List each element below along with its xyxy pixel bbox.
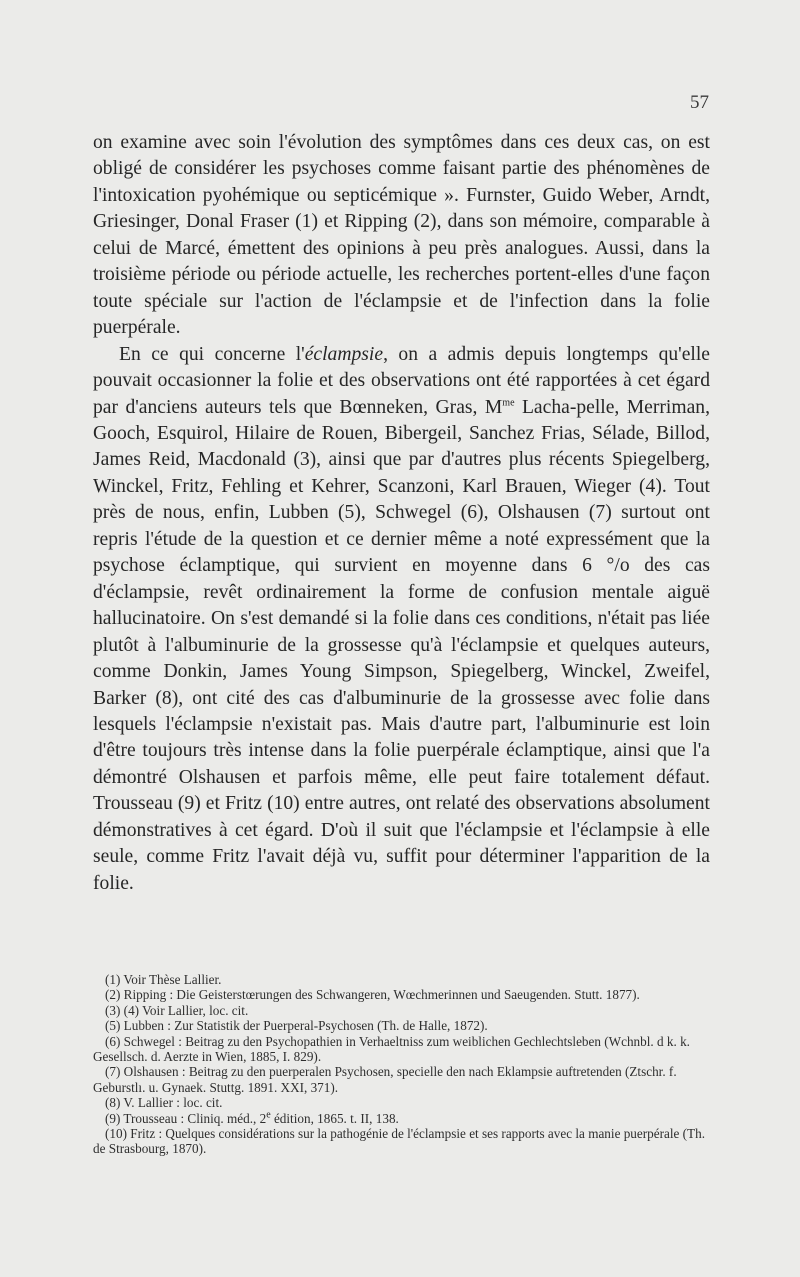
footnote-9-superscript: e xyxy=(266,1109,271,1121)
footnotes xyxy=(93,972,710,1157)
paragraph-2-part-a: pouvait occasionner la folie et des observations ont été rapportées à cet égard par d'anciens auteurs tels que Bœnneken, Gras, M xyxy=(93,370,710,418)
footnote-10: (10) Fritz : Quelques considérations sur la pathogénie de l'éclampsie et ses rapports avec la manie puerpérale (Th. de Strasbourg, 1870). xyxy=(93,1126,705,1157)
footnote-9 xyxy=(93,1111,710,1126)
footnote-8: (8) V. Lallier : loc. cit. xyxy=(105,1095,223,1111)
paragraph-1: on examine avec soin l'évolution des symptômes dans ces deux cas, on est obligé de considérer les psychoses comme faisant partie des phénomènes de l'intoxication pyohémique ou septicémique ». Furnster, Guido Weber, Arndt, Griesinger, Donal Fraser (1) et Ripping (2), dans son mémoire, comparable à celui de Marcé, émettent des opinions à peu près analogues. Aussi, dans la troisième période ou période actuelle, les recherches portent-elles d'une façon toute spéciale sur l'action de l'éclampsie et de l'infection dans la folie puerpérale. xyxy=(93,132,710,339)
paragraph-2-start: En ce qui concerne l' xyxy=(119,343,305,365)
footnote-9-end: édition, 1865. t. II, 138. xyxy=(270,1110,399,1126)
mme-superscript: me xyxy=(502,397,515,408)
footnote-3-4: (3) (4) Voir Lallier, loc. cit. xyxy=(105,1002,249,1018)
paragraph-2 xyxy=(93,342,710,898)
footnote-9-start: (9) Trousseau : Cliniq. méd., 2 xyxy=(105,1110,267,1126)
footnote-5: (5) Lubben : Zur Statistik der Puerperal-Psychosen (Th. de Halle, 1872). xyxy=(105,1018,488,1034)
paragraph-2-lacha: Lacha- xyxy=(514,396,577,418)
paragraph-2-part-b: pelle, Merriman, Gooch, Esquirol, Hilaire de Rouen, Bibergeil, Sanchez Frias, Sélade, Billod, James Reid, Macdonald (3), ainsi que par d'autres plus récents Spiegelberg, Winckel, Fritz, Fehling et Kehrer, Scanzoni, Karl Brauen, Wieger (4). Tout près de nous, enfin, Lubben (5), Schwegel (6), Olshausen (7) surtout ont repris l'étude de la question et ce dernier même a noté expressément que la psychose éclamptique, qui survient en moyenne dans 6 °/o des cas d'éclampsie, revêt ordinairement la forme de confusion mentale aiguë hallucinatoire. On s'est demandé si la folie dans ces conditions, n'était pas liée plutôt à l'albuminurie de la grossesse qu'à l'éclampsie et quelques auteurs, comme Donkin, James Young Simpson, Spiegelberg, Winckel, Zweifel, Barker (8), ont cité des cas d'albuminurie de la grossesse avec folie dans lesquels l'éclampsie n'existait pas. Mais d'autre part, l'albuminurie est loin d'être toujours très intense dans la folie puerpérale éclamptique, ainsi que l'a démontré Olshausen et parfois même, elle peut faire totalement défaut. Trousseau (9) et Fritz (10) entre autres, ont relaté des observations absolument démonstratives à cet égard. D'où il suit que l'éclampsie et l'éclampsie à elle seule, comme Fritz l'avait déjà vu, suffit pour déterminer l'apparition de la folie. xyxy=(93,396,711,894)
footnote-1: (1) Voir Thèse Lallier. xyxy=(105,972,222,987)
paragraph-2-after-em: , on a admis depuis longtemps qu'elle xyxy=(383,343,710,365)
body-text xyxy=(93,130,710,897)
footnote-2: (2) Ripping : Die Geisterstœrungen des Schwangeren, Wœchmerinnen und Saeugenden. Stutt. 1877). xyxy=(105,987,640,1003)
footnote-7: (7) Olshausen : Beitrag zu den puerperalen Psychosen, specielle den nach Eklampsie auftretenden (Ztschr. f. Geburstlı. u. Gynaek. Stuttg. 1891. XXI, 371). xyxy=(93,1064,677,1095)
page-number: 57 xyxy=(690,92,709,113)
footnote-6: (6) Schwegel : Beitrag zu den Psychopathien in Verhaeltniss zum weiblichen Gechlechtsleben (Wchnbl. d k. k. Gesellsch. d. Aerzte in Wien, 1885, I. 829). xyxy=(93,1033,690,1065)
emphasis-eclampsie: éclampsie xyxy=(304,343,384,365)
